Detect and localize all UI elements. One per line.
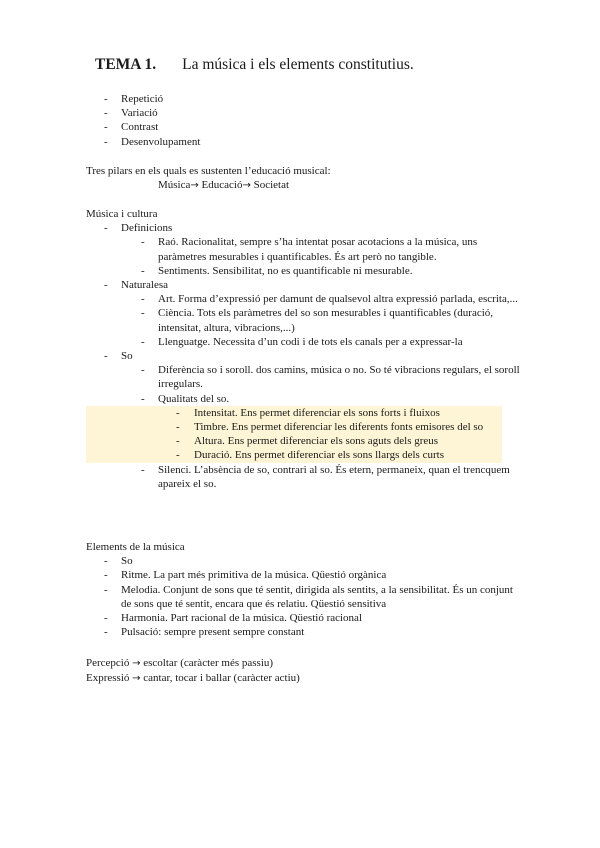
list-item: - Desenvolupament: [104, 135, 201, 148]
list-item: - Contrast: [104, 121, 159, 134]
pillars-paragraph: [86, 164, 526, 193]
highlighted-item: - Altura. Ens permet diferenciar els sons aguts dels greus: [86, 434, 502, 448]
list-item-definicions: - Definicions: [104, 222, 173, 235]
list-item: - Sentiments. Sensibilitat, no es quantificable ni mesurable.: [141, 264, 413, 277]
section-elements: [86, 540, 526, 639]
list-item-so: - So: [104, 350, 133, 363]
list-item: - Melodia. Conjunt de sons que té sentit, dirigida als sentits, a la sensibilitat. És un conjunt de sons que té sentit, encara que és relatiu. Qüestió sensitiva: [104, 583, 513, 610]
footer-definitions: [86, 656, 526, 686]
pillars-chain: Música→ Educació→ Societat: [158, 179, 290, 192]
page-title: [95, 56, 414, 74]
list-item: - Repetició: [104, 93, 164, 105]
list-item: - Ritme. La part més primitiva de la música. Qüestió orgànica: [104, 569, 387, 582]
highlighted-item: - Duració. Ens permet diferenciar els sons llargs dels curts: [86, 448, 502, 462]
title-number: TEMA 1.: [95, 56, 157, 73]
list-item-qualitats: - Qualitats del so.: [141, 392, 230, 405]
highlighted-item: - Timbre. Ens permet diferenciar les diferents fonts emisores del so: [86, 420, 502, 434]
list-item: - Ciència. Tots els paràmetres del so son mesurables i quantificables (duració, intensitat, altura, vibracions,...): [141, 307, 494, 334]
highlighted-item: - Intensitat. Ens permet diferenciar els sons forts i fluixos: [86, 406, 502, 420]
list-item: - Harmonia. Part racional de la música. Qüestió racional: [104, 612, 362, 625]
percepcio-line: Percepció → escoltar (caràcter més passiu): [86, 657, 274, 669]
list-item: - Llenguatge. Necessita d’un codi i de tots els canals per a expressar-la: [141, 335, 463, 348]
section-heading: Elements de la música: [86, 541, 185, 553]
list-item-naturalesa: - Naturalesa: [104, 279, 169, 292]
list-item: - Art. Forma d’expressió per damunt de qualsevol altra expressió parlada, escrita,...: [141, 293, 518, 306]
list-item: - Raó. Racionalitat, sempre s’ha intentat posar acotacions a la música, uns paràmetres mesurables i quantificables. És art però no tangible.: [141, 236, 478, 263]
expressio-line: Expressió → cantar, tocar i ballar (caràcter actiu): [86, 672, 300, 685]
intro-list: [86, 92, 526, 149]
section-heading: Música i cultura: [86, 208, 158, 220]
pillars-heading: Tres pilars en els quals es sustenten l’educació musical:: [86, 165, 331, 177]
list-item: - Diferència so i soroll. dos camins, música o no. So té vibracions regulars, el soroll irregulars.: [141, 364, 520, 391]
section-musica-cultura: [86, 207, 526, 491]
title-text: La música i els elements constitutius.: [182, 56, 414, 73]
list-item: - So: [104, 555, 133, 568]
list-item: - Variació: [104, 107, 158, 120]
list-item: - Silenci. L’absència de so, contrari al so. És etern, permaneix, quan el trencquem apareix el so.: [141, 463, 510, 490]
list-item: - Pulsació: sempre present sempre constant: [104, 626, 305, 639]
